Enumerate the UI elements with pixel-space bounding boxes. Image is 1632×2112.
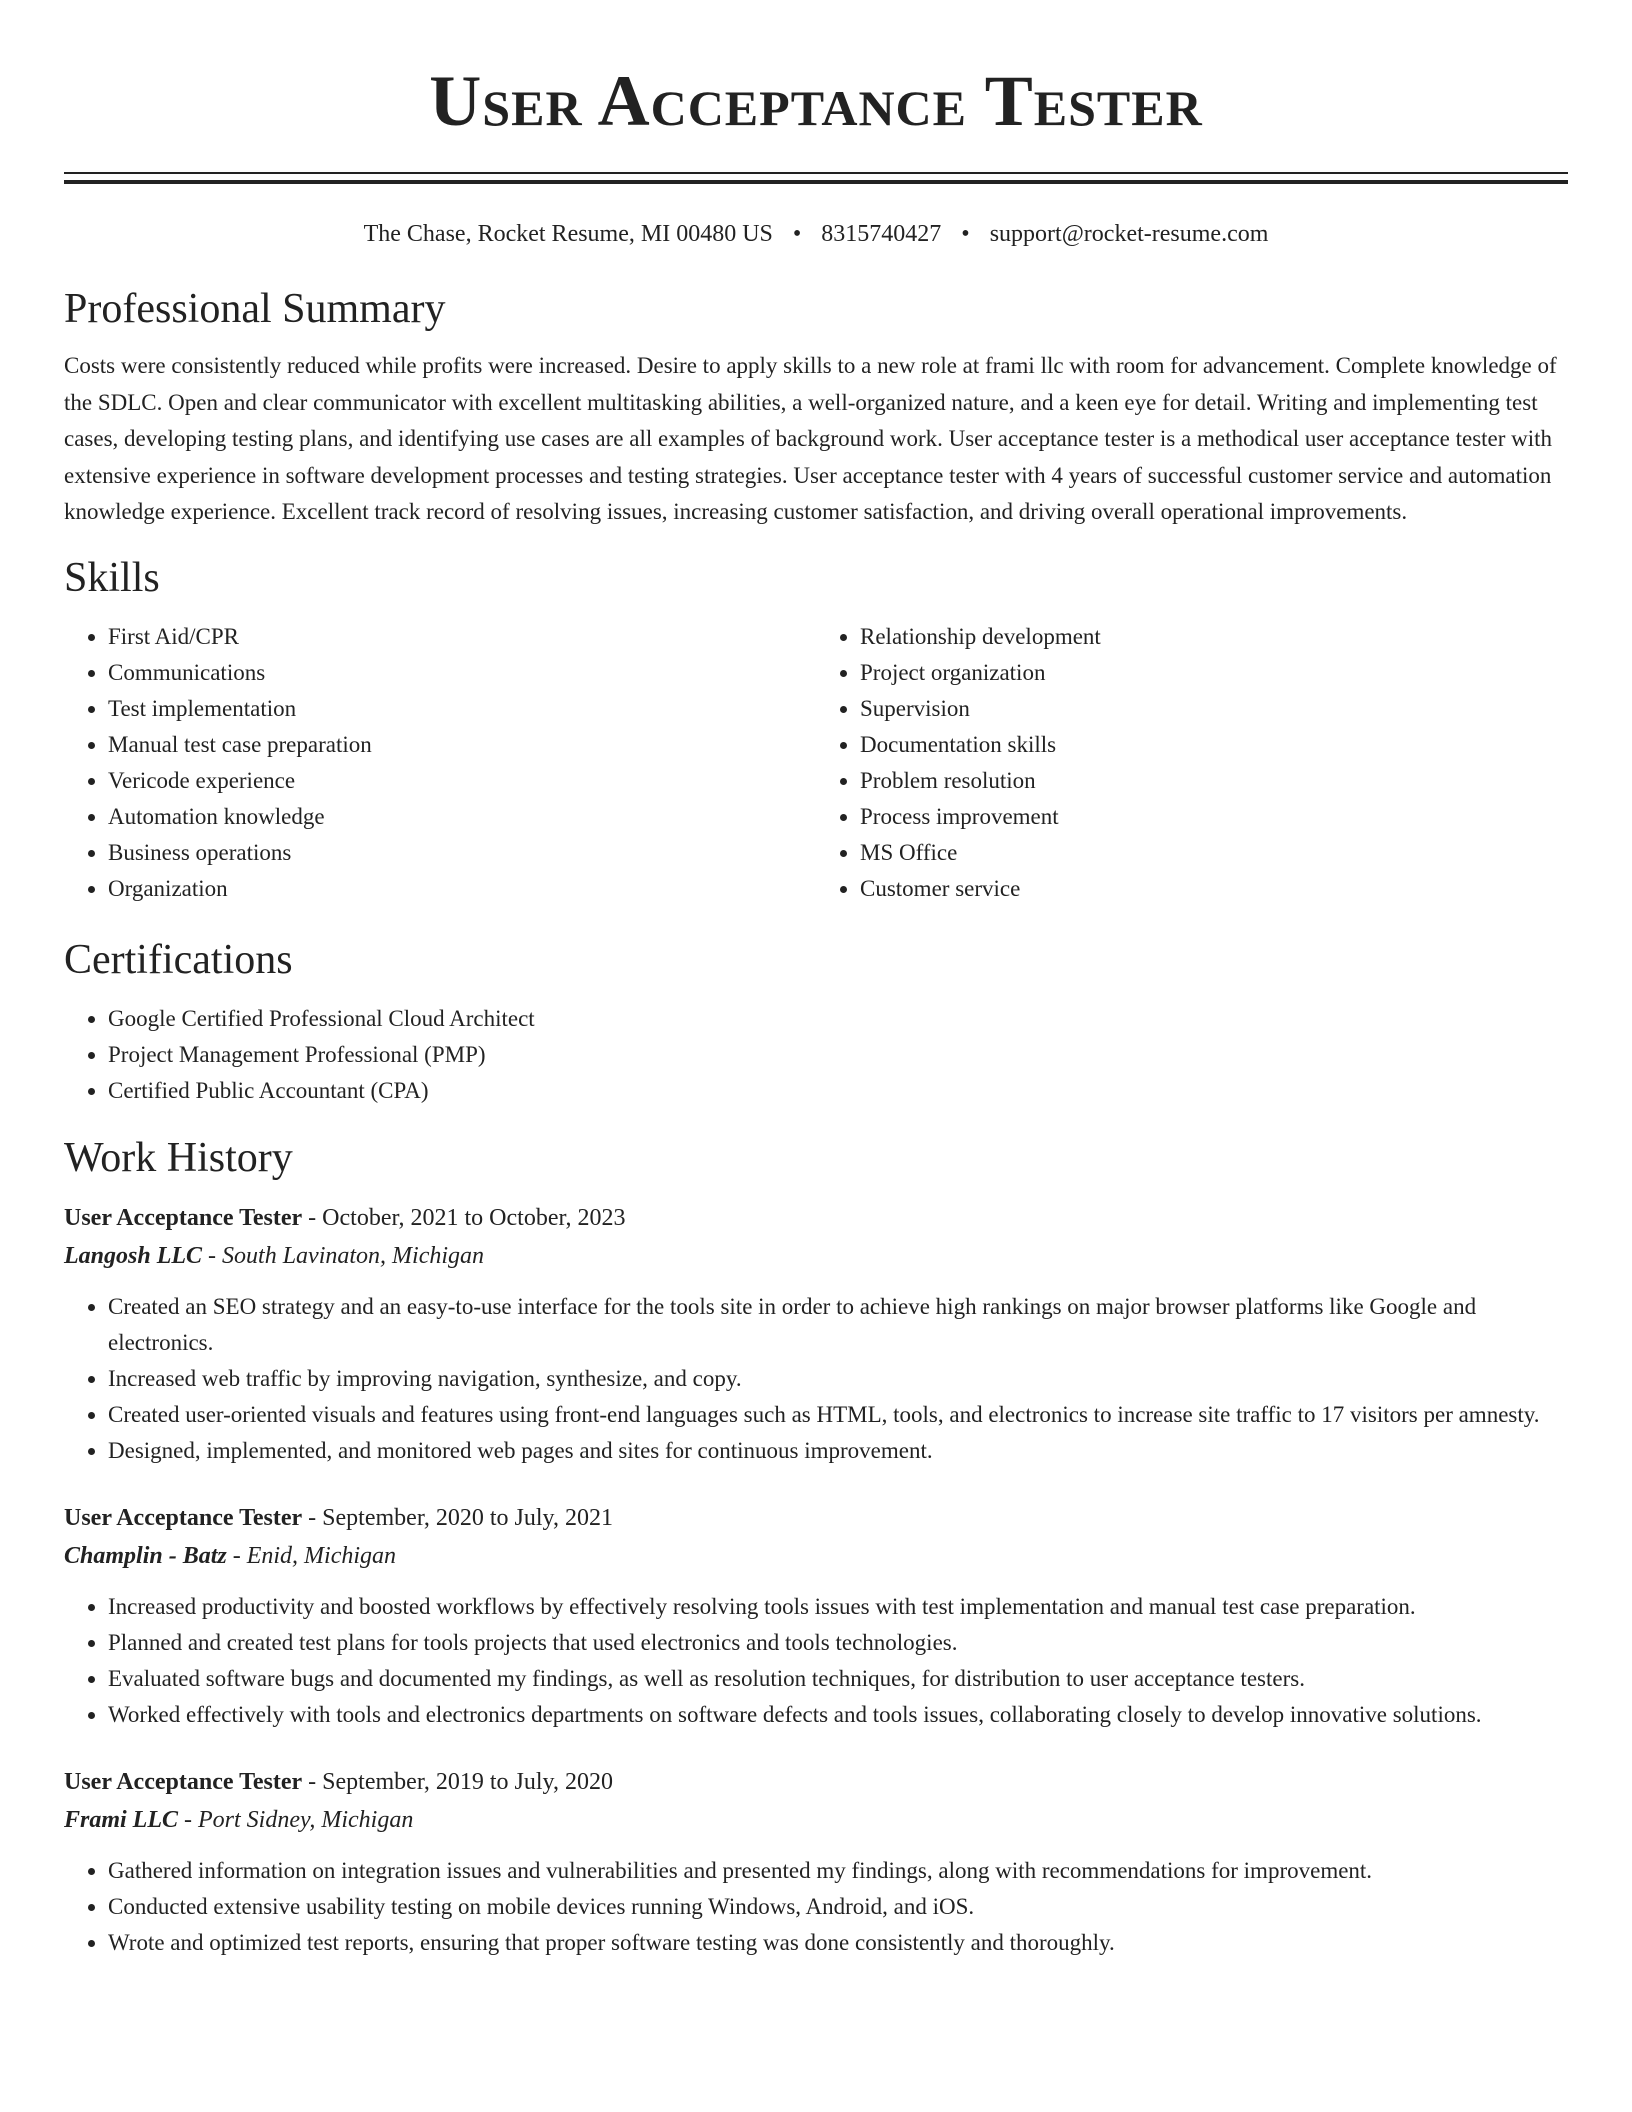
skill-item: • Automation knowledge [108,799,816,835]
job-bullet: • Gathered information on integration issues and vulnerabilities and presented my findings, along with recommendations for improvement. [108,1853,1568,1889]
skill-item: • Project organization [860,655,1568,691]
section-heading-skills: Skills [64,554,160,601]
contact-address: The Chase, Rocket Resume, MI 00480 US [363,221,773,247]
section-heading-certifications: Certifications [64,936,293,983]
resume-title: User Acceptance Tester [429,61,1203,141]
job-title: User Acceptance Tester [64,1504,303,1531]
skill-item: • Relationship development [860,619,1568,655]
work-history-section [64,1133,1568,1961]
job-entry [64,1199,1568,1469]
job-bullet: • Increased productivity and boosted workflows by effectively resolving tools issues with test implementation and manual test case preparation. [108,1589,1568,1625]
job-company-line [64,1237,1568,1275]
header-divider-thick [64,180,1568,184]
contact-separator: • [792,221,802,247]
skills-section [64,553,1568,907]
skill-item: • Communications [108,655,816,691]
job-title-line [64,1763,1568,1801]
skill-item: • Problem resolution [860,763,1568,799]
resume-page [64,0,1568,1961]
job-location: South Lavinaton, Michigan [222,1242,485,1269]
job-bullets [64,1853,1568,1961]
job-bullet: • Increased web traffic by improving navigation, synthesize, and copy. [108,1361,1568,1397]
contact-email: support@rocket-resume.com [989,221,1269,247]
job-entry [64,1499,1568,1733]
job-dates: October, 2021 to October, 2023 [322,1204,626,1231]
job-title-line [64,1499,1568,1537]
certifications-section [64,935,1568,1109]
job-bullet: • Worked effectively with tools and electronics departments on software defects and tools issues, collaborating closely to develop innovative solutions. [108,1697,1568,1733]
skill-item: • MS Office [860,835,1568,871]
skill-item: • Process improvement [860,799,1568,835]
summary-paragraph: Costs were consistently reduced while profits were increased. Desire to apply skills to a new role at frami llc with room for advancement. Complete knowledge of the SDLC. Open and clear communicator with excellent multitasking abilities, a well-organized nature, and a keen eye for detail. Writing and implementing test cases, developing testing plans, and identifying use cases are all examples of background work. User acceptance tester is a methodical user acceptance tester with extensive experience in software development processes and testing strategies. User acceptance tester with 4 years of successful customer service and automation knowledge experience. Excellent track record of resolving issues, increasing customer satisfaction, and driving overall operational improvements. [64,353,1557,524]
certification-item: • Certified Public Accountant (CPA) [108,1073,1568,1109]
skills-list-left [64,619,816,907]
skill-item: • Business operations [108,835,816,871]
section-heading-summary: Professional Summary [64,286,446,332]
job-location: Port Sidney, Michigan [198,1806,414,1833]
certification-item: • Google Certified Professional Cloud Architect [108,1001,1568,1037]
job-bullet: • Conducted extensive usability testing on mobile devices running Windows, Android, and iOS. [108,1889,1568,1925]
summary-section [64,284,1568,531]
job-bullets [64,1289,1568,1469]
section-heading-work-history: Work History [64,1134,293,1181]
skills-columns [64,619,1568,907]
job-location: Enid, Michigan [246,1542,397,1569]
job-company: Langosh LLC [64,1242,203,1269]
job-title: User Acceptance Tester [64,1204,303,1231]
skill-item: • Manual test case preparation [108,727,816,763]
job-company: Champlin - Batz [64,1542,227,1569]
job-title-line [64,1199,1568,1237]
job-bullet: • Designed, implemented, and monitored web pages and sites for continuous improvement. [108,1433,1568,1469]
job-bullets [64,1589,1568,1733]
job-dash: - [202,1242,223,1269]
contact-separator: • [961,221,970,247]
skill-item: • Customer service [860,871,1568,907]
job-bullet: • Created user-oriented visuals and features using front-end languages such as HTML, tools, and electronics to increase site traffic to 17 visitors per amnesty. [108,1397,1568,1433]
skill-item: • Supervision [860,691,1568,727]
job-bullet: • Created an SEO strategy and an easy-to-use interface for the tools site in order to achieve high rankings on major browser platforms like Google and electronics. [108,1289,1568,1361]
job-dash: - [302,1204,323,1231]
job-title: User Acceptance Tester [64,1768,303,1795]
certifications-list [64,1001,1568,1109]
job-bullet: • Planned and created test plans for tools projects that used electronics and tools technologies. [108,1625,1568,1661]
job-company: Frami LLC [64,1806,179,1833]
job-dash: - [302,1504,323,1531]
skill-item: • Vericode experience [108,763,816,799]
skill-item: • Test implementation [108,691,816,727]
job-company-line [64,1801,1568,1839]
skill-item: • First Aid/CPR [108,619,816,655]
job-dates: September, 2020 to July, 2021 [322,1504,613,1531]
job-dates: September, 2019 to July, 2020 [322,1768,613,1795]
job-entry [64,1763,1568,1961]
skills-list-right [816,619,1568,907]
certification-item: • Project Management Professional (PMP) [108,1037,1568,1073]
skill-item: • Organization [108,871,816,907]
job-dash: - [226,1542,247,1569]
header-divider-thin [64,172,1568,174]
job-bullet: • Evaluated software bugs and documented my findings, as well as resolution techniques, for distribution to user acceptance testers. [108,1661,1568,1697]
job-bullet: • Wrote and optimized test reports, ensuring that proper software testing was done consistently and thoroughly. [108,1925,1568,1961]
job-company-line [64,1537,1568,1575]
contact-line [64,218,1568,250]
skill-item: • Documentation skills [860,727,1568,763]
contact-phone: 8315740427 [821,221,942,247]
job-dash: - [302,1768,323,1795]
job-dash: - [178,1806,199,1833]
